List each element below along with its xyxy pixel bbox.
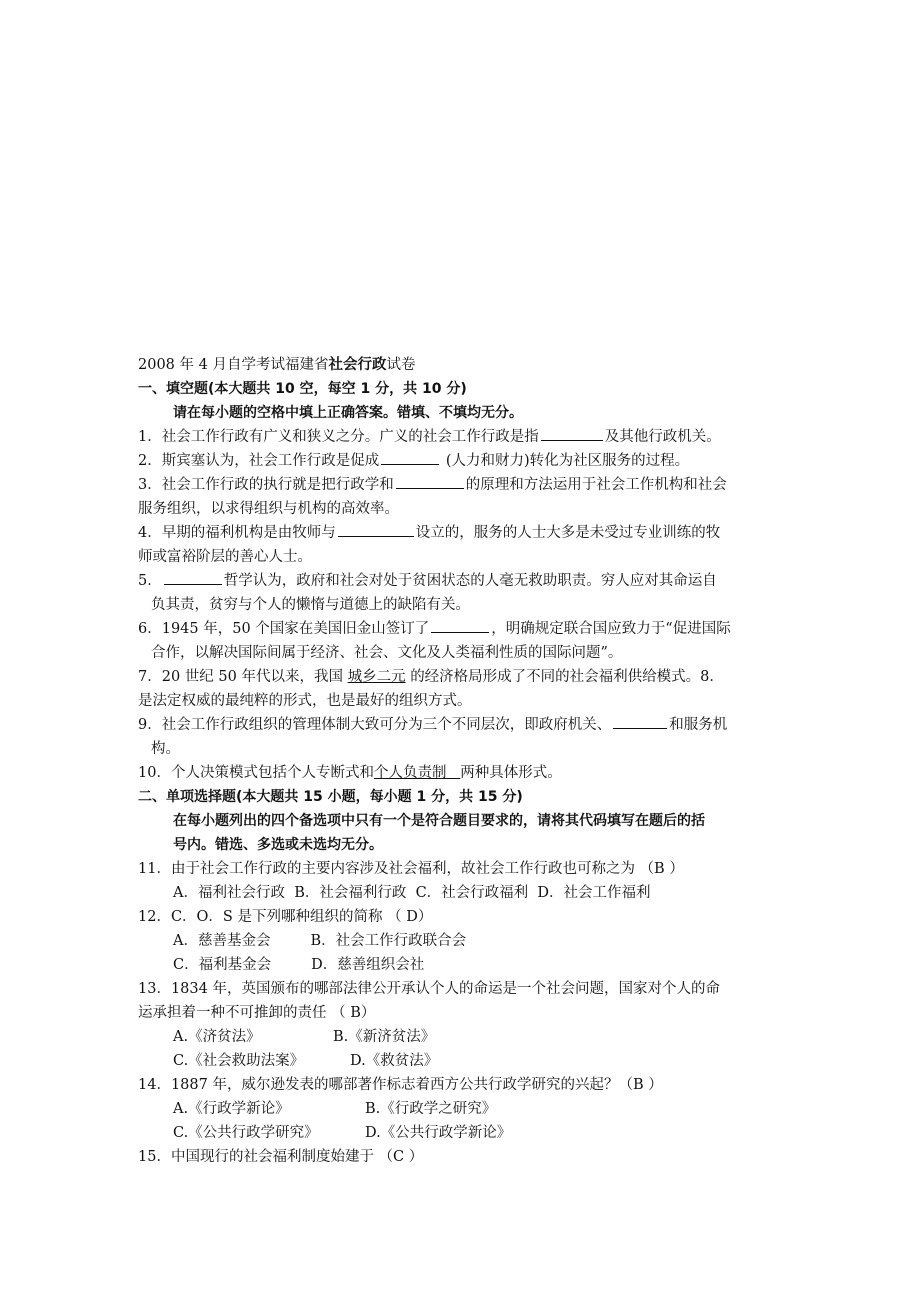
exam-page bbox=[138, 353, 793, 1169]
option-a[interactable]: A．慈善基金会 bbox=[173, 933, 271, 949]
question-13: 13．1834 年，英国颁布的哪部法律公开承认个人的命运是一个社会问题，国家对个人的命 bbox=[138, 981, 720, 997]
option-a[interactable]: A.《行政学新论》 bbox=[173, 1101, 290, 1117]
option-b[interactable]: B．社会福利行政 bbox=[294, 885, 407, 901]
question-12-options-row1 bbox=[138, 929, 793, 953]
question-9-cont: 构。 bbox=[151, 741, 180, 757]
answer-text: 个人负责制 bbox=[373, 765, 447, 781]
option-c[interactable]: C.《社会救助法案》 bbox=[173, 1053, 305, 1069]
question-5-cont: 负其责，贫穷与个人的懒惰与道德上的缺陷有关。 bbox=[151, 597, 470, 613]
question-13-options-row2 bbox=[138, 1049, 793, 1073]
option-a[interactable]: A.《济贫法》 bbox=[173, 1029, 261, 1045]
option-b[interactable]: B.《新济贫法》 bbox=[333, 1029, 436, 1045]
question-4-cont: 师或富裕阶层的善心人士。 bbox=[138, 549, 312, 565]
question-2: 2．斯宾塞认为，社会工作行政是促成 (人力和财力)转化为社区服务的过程。 bbox=[138, 449, 793, 473]
question-11: 11．由于社会工作行政的主要内容涉及社会福利，故社会工作行政也可称之为 （B ） bbox=[138, 861, 684, 877]
answer-blank[interactable] bbox=[431, 618, 489, 633]
question-14: 14．1887 年，威尔逊发表的哪部著作标志着西方公共行政学研究的兴起？（B ） bbox=[138, 1077, 663, 1093]
exam-title: 2008 年 4 月自学考试福建省社会行政试卷 bbox=[138, 356, 416, 373]
question-6-cont: 合作，以解决国际间属于经济、社会、文化及人类福利性质的国际问题”。 bbox=[151, 645, 623, 661]
option-c[interactable]: C．社会行政福利 bbox=[415, 885, 529, 901]
section2-instruction: 在每小题列出的四个备选项中只有一个是符合题目要求的，请将其代码填写在题后的括 bbox=[173, 813, 705, 829]
question-15: 15．中国现行的社会福利制度始建于 （C ） bbox=[138, 1149, 424, 1165]
option-b[interactable]: B．社会工作行政联合会 bbox=[310, 933, 467, 949]
question-14-options-row2 bbox=[138, 1121, 793, 1145]
option-d[interactable]: D.《公共行政学新论》 bbox=[365, 1125, 512, 1141]
question-1: 1．社会工作行政有广义和狭义之分。广义的社会工作行政是指 及其他行政机关。 bbox=[138, 425, 793, 449]
question-8: 是法定权威的最纯粹的形式，也是最好的组织方式。 bbox=[138, 693, 472, 709]
section2-heading: 二、单项选择题(本大题共 15 小题，每小题 1 分，共 15 分) bbox=[138, 789, 523, 805]
option-b[interactable]: B.《行政学之研究》 bbox=[365, 1101, 497, 1117]
option-a[interactable]: A．福利社会行政 bbox=[173, 885, 285, 901]
option-d[interactable]: D.《救贫法》 bbox=[350, 1053, 439, 1069]
question-13-cont: 运承担着一种不可推卸的责任 （ B） bbox=[138, 1005, 376, 1021]
section2-instruction-cont: 号内。错选、多选或未选均无分。 bbox=[173, 837, 383, 853]
section1-instruction: 请在每小题的空格中填上正确答案。错填、不填均无分。 bbox=[173, 405, 523, 421]
question-12: 12．C．O．S 是下列哪种组织的简称 （ D） bbox=[138, 909, 433, 925]
question-6: 6．1945 年，50 个国家在美国旧金山签订了 ，明确规定联合国应致力于“促进国际 bbox=[138, 617, 793, 641]
question-14-options-row1 bbox=[138, 1097, 793, 1121]
question-11-options bbox=[138, 881, 793, 905]
question-3-cont: 服务组织，以求得组织与机构的高效率。 bbox=[138, 501, 399, 517]
option-d[interactable]: D．社会工作福利 bbox=[537, 885, 651, 901]
question-3: 3．社会工作行政的执行就是把行政学和 的原理和方法运用于社会工作机构和社会 bbox=[138, 473, 793, 497]
option-c[interactable]: C．福利基金会 bbox=[173, 957, 272, 973]
question-10: 10．个人决策模式包括个人专断式和个人负责制 两种具体形式。 bbox=[138, 765, 562, 781]
option-c[interactable]: C.《公共行政学研究》 bbox=[173, 1125, 319, 1141]
section1-heading: 一、填空题(本大题共 10 空，每空 1 分，共 10 分) bbox=[138, 381, 467, 397]
question-4: 4．早期的福利机构是由牧师与 设立的，服务的人士大多是未受过专业训练的牧 bbox=[138, 521, 793, 545]
answer-blank[interactable] bbox=[396, 474, 464, 489]
answer-blank[interactable] bbox=[541, 426, 603, 441]
question-9: 9．社会工作行政组织的管理体制大致可分为三个不同层次，即政府机关、 和服务机 bbox=[138, 713, 793, 737]
answer-blank[interactable] bbox=[381, 450, 439, 465]
question-7: 7．20 世纪 50 年代以来，我国 城乡二元 的经济格局形成了不同的社会福利供给模式。8． bbox=[138, 669, 724, 685]
question-13-options-row1 bbox=[138, 1025, 793, 1049]
answer-blank[interactable] bbox=[613, 714, 667, 729]
question-12-options-row2 bbox=[138, 953, 793, 977]
answer-blank[interactable] bbox=[164, 570, 222, 585]
question-5: 5． 哲学认为，政府和社会对处于贫困状态的人毫无救助职责。穷人应对其命运自 bbox=[138, 569, 793, 593]
answer-blank[interactable] bbox=[338, 522, 414, 537]
answer-text: 城乡二元 bbox=[347, 669, 406, 685]
option-d[interactable]: D．慈善组织会社 bbox=[311, 957, 425, 973]
